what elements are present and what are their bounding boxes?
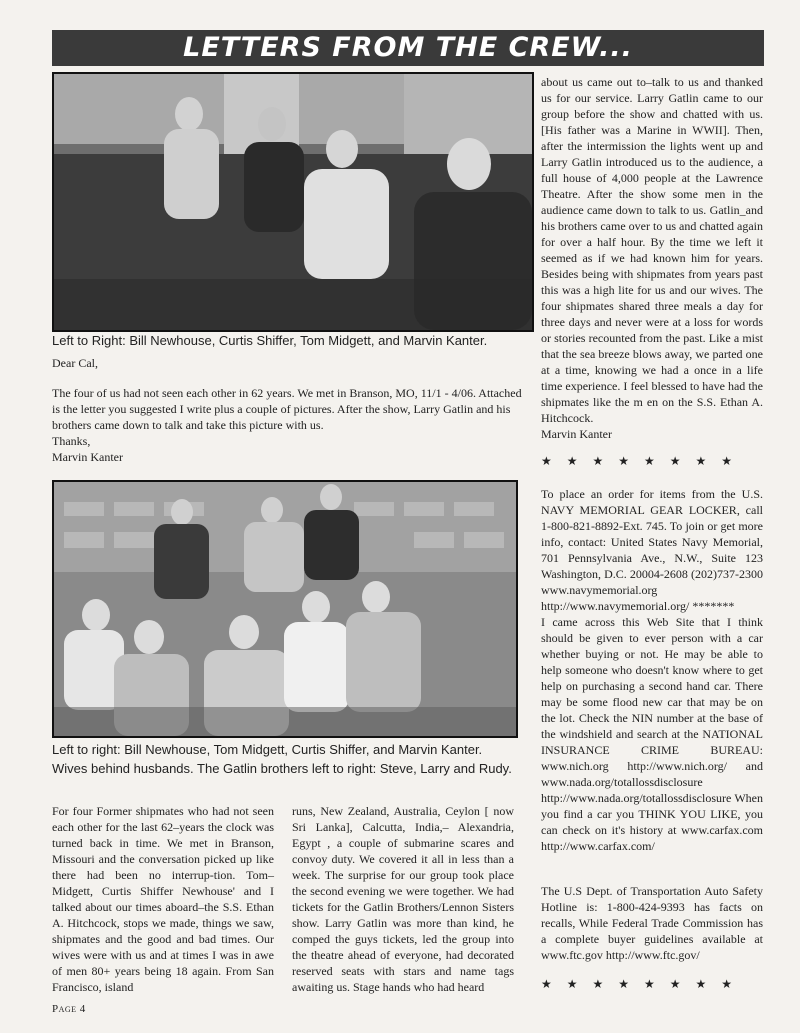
article-column-1	[52, 803, 274, 995]
letter-signature: Marvin Kanter	[52, 450, 123, 464]
letter-closing: Thanks,	[52, 434, 91, 448]
right-column-continued-letter	[541, 74, 763, 442]
photo-four-shipmates	[52, 72, 534, 332]
auto-safety-hotline-text: The U.S Dept. of Transportation Auto Safety Hotline is: 1-800-424-9393 has facts on recalls, While Federal Trade Commission has a complete buyer guidelines available at www.ftc.gov http://www.ftc.gov/	[541, 884, 763, 962]
right-column-notices	[541, 486, 763, 854]
photo-theatre-group-image	[54, 482, 516, 736]
photo2-caption-line1: Left to right: Bill Newhouse, Tom Midgett, Curtis Shiffer, and Marvin Kanter.	[52, 742, 483, 757]
continued-letter-text: about us came out to–talk to us and thanked us for our service. Larry Gatlin came to our group before the show and chatted with us. [His father was a Marine in WWII]. Then, after the intermission the lights went up and Larry Gatlin introduced us to the audience, a full house of 4,000 people at the Lawrence Theatre. After the show some men in the audience came down to talk to us. Gatlin_and his brothers came over to us and chatted again for over a half hour. By the time we left it seemed as if we had known him for years. Besides being with shipmates from years past this was a high lite for us and our wives. The four shipmates shared three meals a day for three days and never were at a loss for words or stories recounted from the past. Like a mist that the sea breeze blows away, we parted one at a time, knowing we had a once in a life time experience. I feel blessed to have had the shipmates like the m en on the S.S. Ethan A. Hitchcock.	[541, 75, 763, 425]
photo1-caption: Left to Right: Bill Newhouse, Curtis Shiffer, Tom Midgett, and Marvin Kanter.	[52, 333, 488, 348]
gear-locker-notice: To place an order for items from the U.S. NAVY MEMORIAL GEAR LOCKER, call 1-800-821-8892-Ext. 745. To join or get more info, contact: United States Navy Memorial, 701 Pennsylvania Ave., N.W., Suite 123 Washington, D.C. 20004-2608 (202)737-2300 www.navymemorial.org http://www.navymemorial.org/ *******	[541, 487, 763, 613]
car-history-notice: I came across this Web Site that I think should be given to ever person with a car whether buying or not. He may be able to help someone who doesn't know where to get help on purchasing a second hand car. There may be some flood new car that may be on the lot. Check the NIN number at the base of the windshield and search at the NATIONAL INSURANCE CRIME BUREAU: www.nich.org http://www.nich.org/ and www.nada.org/totallossdisclosure http://www.nada.org/totallossdisclosure When you find a car you THINK YOU LIKE, you can check on it's history at www.carfax.com http://www.carfax.com/	[541, 615, 763, 853]
photo-four-shipmates-image	[54, 74, 532, 330]
article-column-2	[292, 803, 514, 995]
continued-letter-signature: Marvin Kanter	[541, 427, 612, 441]
letter-body: The four of us had not seen each other in 62 years. We met in Branson, MO, 11/1 - 4/06. Attached is the letter you suggested I write plus a couple of pictures. After the show, Larry Gatlin and his brothers came down to talk and take this picture with us.	[52, 386, 522, 432]
article-column-1-text: For four Former shipmates who had not seen each other for the last 62–years the clock was turned back in time. We met in Branson, Missouri and the conversation picked up like there had been no interrup-tion. Tom–Midgett, Curtis Shiffer Newhouse' and I talked about our times aboard–the S.S. Ethan A. Hitchcock, stops we made, things we saw, shipmates and the good and bad times. Our wives were with us and at times I was in awe of men 80+ years being 18 again. From San Francisco, island	[52, 804, 274, 994]
article-column-2-text: runs, New Zealand, Australia, Ceylon [ now Sri Lanka], Calcutta, India,– Alexandria, Egypt , a couple of submarine scares and convoy duty. We covered it all in less than a week. The surprise for our group took place the second evening we were together. We had tickets for the Gatlin Brothers/Lennon Sisters show. Larry Gatlin was more than kind, he comped the guys tickets, led the group into the theatre ahead of everyone, had decorated reserved seats with stars and name tags awaiting us. Stage hands who had heard	[292, 804, 514, 994]
right-column-hotline	[541, 883, 763, 963]
page-banner: LETTERS FROM THE CREW...	[52, 30, 764, 66]
photo-theatre-group	[52, 480, 518, 738]
page-number: Page 4	[52, 1003, 86, 1015]
stars-divider-1: ★★★★★★★★	[541, 454, 748, 468]
stars-divider-2: ★★★★★★★★	[541, 977, 748, 991]
photo2-caption	[52, 740, 522, 778]
photo2-caption-line2: Wives behind husbands. The Gatlin brothers left to right: Steve, Larry and Rudy.	[52, 761, 512, 776]
letter-salutation: Dear Cal,	[52, 356, 98, 370]
cover-letter	[52, 355, 530, 465]
